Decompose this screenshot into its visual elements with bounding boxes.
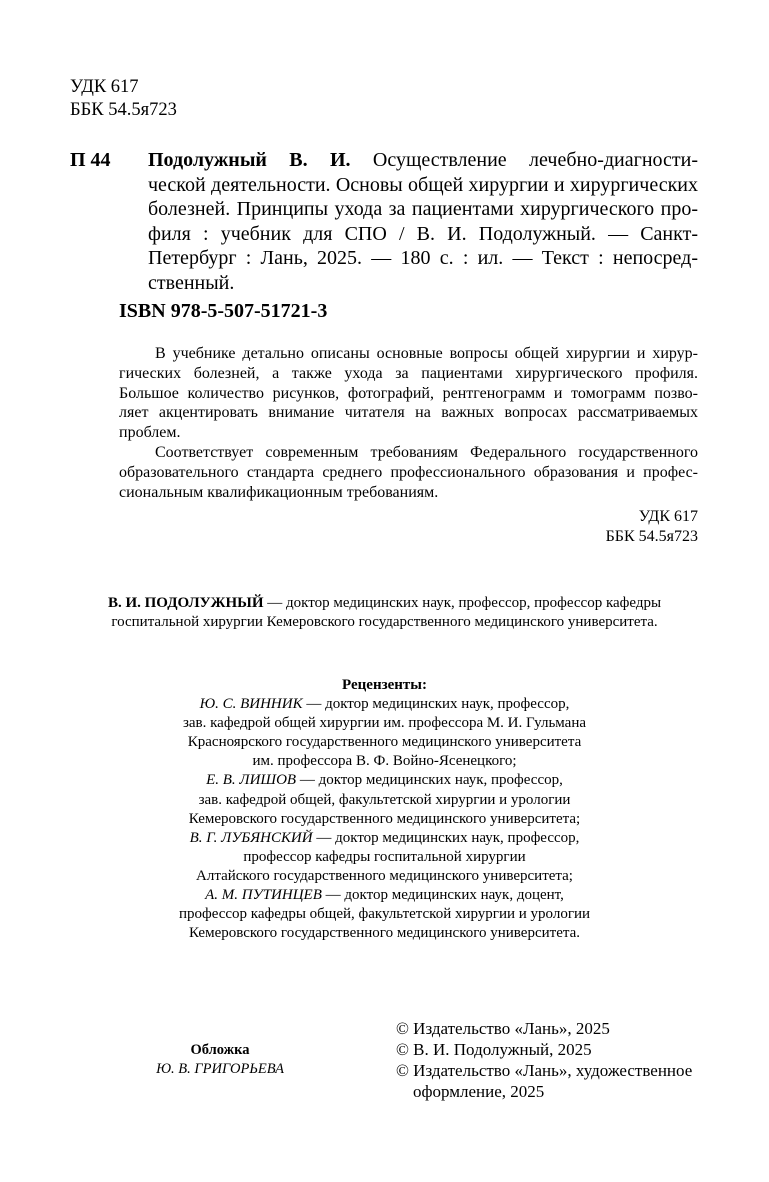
reviewer-line: Кемеровского государственного медицинского университета; bbox=[188, 810, 581, 827]
cover-designer: Ю. В. ГРИГОРЬЕВА bbox=[156, 1060, 284, 1077]
reviewer-name: В. Г. ЛУБЯНСКИЙ bbox=[189, 829, 313, 846]
abstract-line: Большое количество рисунков, фотографий, рентгенограмм и томограмм позво- bbox=[119, 384, 698, 402]
reviewer-credentials: — доктор медицинских наук, профессор, bbox=[312, 829, 580, 846]
catalog-code: П 44 bbox=[70, 149, 111, 171]
isbn: ISBN 978-5-507-51721-3 bbox=[119, 300, 328, 322]
abstract-line: Соответствует современным требованиям Федерального государственного bbox=[155, 443, 698, 461]
bib-line: филя : учебник для СПО / В. И. Подолужный. — Санкт- bbox=[148, 222, 698, 245]
author-name: В. И. ПОДОЛУЖНЫЙ bbox=[107, 595, 264, 611]
author-affiliation: госпитальной хирургии Кемеровского государственного медицинского университета. bbox=[111, 614, 658, 630]
author-info bbox=[70, 594, 699, 632]
udk-code: УДК 617 bbox=[70, 77, 139, 97]
reviewer-line: Кемеровского государственного медицинского университета. bbox=[188, 925, 580, 942]
reviewer-line: зав. кафедрой общей хирургии им. профессора М. И. Гульмана bbox=[182, 715, 587, 732]
reviewers-heading: Рецензенты: bbox=[342, 677, 427, 693]
copyright-line: © Издательство «Лань», художественное bbox=[396, 1061, 693, 1080]
author-credentials: — доктор медицинских наук, профессор, профессор кафедры bbox=[263, 595, 662, 611]
bib-line: Петербург : Лань, 2025. — 180 с. : ил. — Текст : непосред- bbox=[148, 247, 698, 269]
reviewer-name: Ю. С. ВИННИК bbox=[199, 696, 303, 713]
reviewer-credentials: — доктор медицинских наук, доцент, bbox=[321, 887, 564, 904]
bib-line: ственный. bbox=[148, 271, 235, 294]
classification-codes-bottom bbox=[606, 507, 698, 547]
abstract bbox=[119, 344, 698, 502]
cover-title: Обложка bbox=[190, 1042, 250, 1058]
abstract-line: В учебнике детально описаны основные вопросы общей хирургии и хирур- bbox=[155, 345, 698, 362]
abstract-line: ляет акцентировать внимание читателя на важных вопросах рассматриваемых bbox=[119, 404, 698, 422]
copyright-line: © Издательство «Лань», 2025 bbox=[396, 1019, 610, 1038]
abstract-line: образовательного стандарта среднего профессионального образования и профес- bbox=[119, 463, 698, 481]
reviewer-line: Алтайского государственного медицинского университета; bbox=[196, 867, 573, 884]
bib-line: болезней. Принципы ухода за пациентами хирургического про- bbox=[148, 198, 698, 220]
bib-line: ческой деятельности. Основы общей хирургии и хирургических bbox=[148, 173, 698, 196]
copyright-line: © В. И. Подолужный, 2025 bbox=[396, 1040, 592, 1059]
reviewer-line: профессор кафедры общей, факультетской хирургии и урологии bbox=[178, 906, 591, 923]
cover-credit bbox=[140, 1041, 300, 1078]
copyright-block bbox=[396, 1018, 692, 1102]
bib-title-start: Осуществление лечебно-диагности- bbox=[372, 149, 698, 171]
abstract-line: сиональным квалификационным требованиям. bbox=[119, 483, 439, 501]
copyright-line: оформление, 2025 bbox=[413, 1082, 545, 1101]
reviewer-credentials: — доктор медицинских наук, профессор, bbox=[302, 696, 570, 713]
reviewers bbox=[70, 676, 699, 943]
bbk-code: ББК 54.5я723 bbox=[70, 100, 177, 120]
abstract-line: проблем. bbox=[119, 424, 181, 442]
bibliographic-description bbox=[148, 148, 698, 295]
reviewer-line: зав. кафедрой общей, факультетской хирургии и урологии bbox=[198, 791, 571, 808]
reviewer-name: А. М. ПУТИНЦЕВ bbox=[205, 887, 322, 904]
reviewer-line: Красноярского государственного медицинского университета bbox=[187, 734, 582, 751]
abstract-line: гических болезней, а также ухода за пациентами хирургического профиля. bbox=[119, 364, 698, 382]
reviewer-credentials: — доктор медицинских наук, профессор, bbox=[296, 772, 563, 789]
reviewer-name: Е. В. ЛИШОВ bbox=[206, 772, 297, 789]
udk-code: УДК 617 bbox=[638, 508, 698, 525]
bib-line bbox=[148, 148, 698, 173]
reviewer-line: им. профессора В. Ф. Войно-Ясенецкого; bbox=[252, 753, 517, 770]
classification-codes-top bbox=[70, 76, 177, 122]
bbk-code: ББК 54.5я723 bbox=[605, 528, 698, 545]
bib-author: Подолужный В. И. bbox=[148, 149, 351, 171]
reviewer-line: профессор кафедры госпитальной хирургии bbox=[243, 848, 526, 865]
